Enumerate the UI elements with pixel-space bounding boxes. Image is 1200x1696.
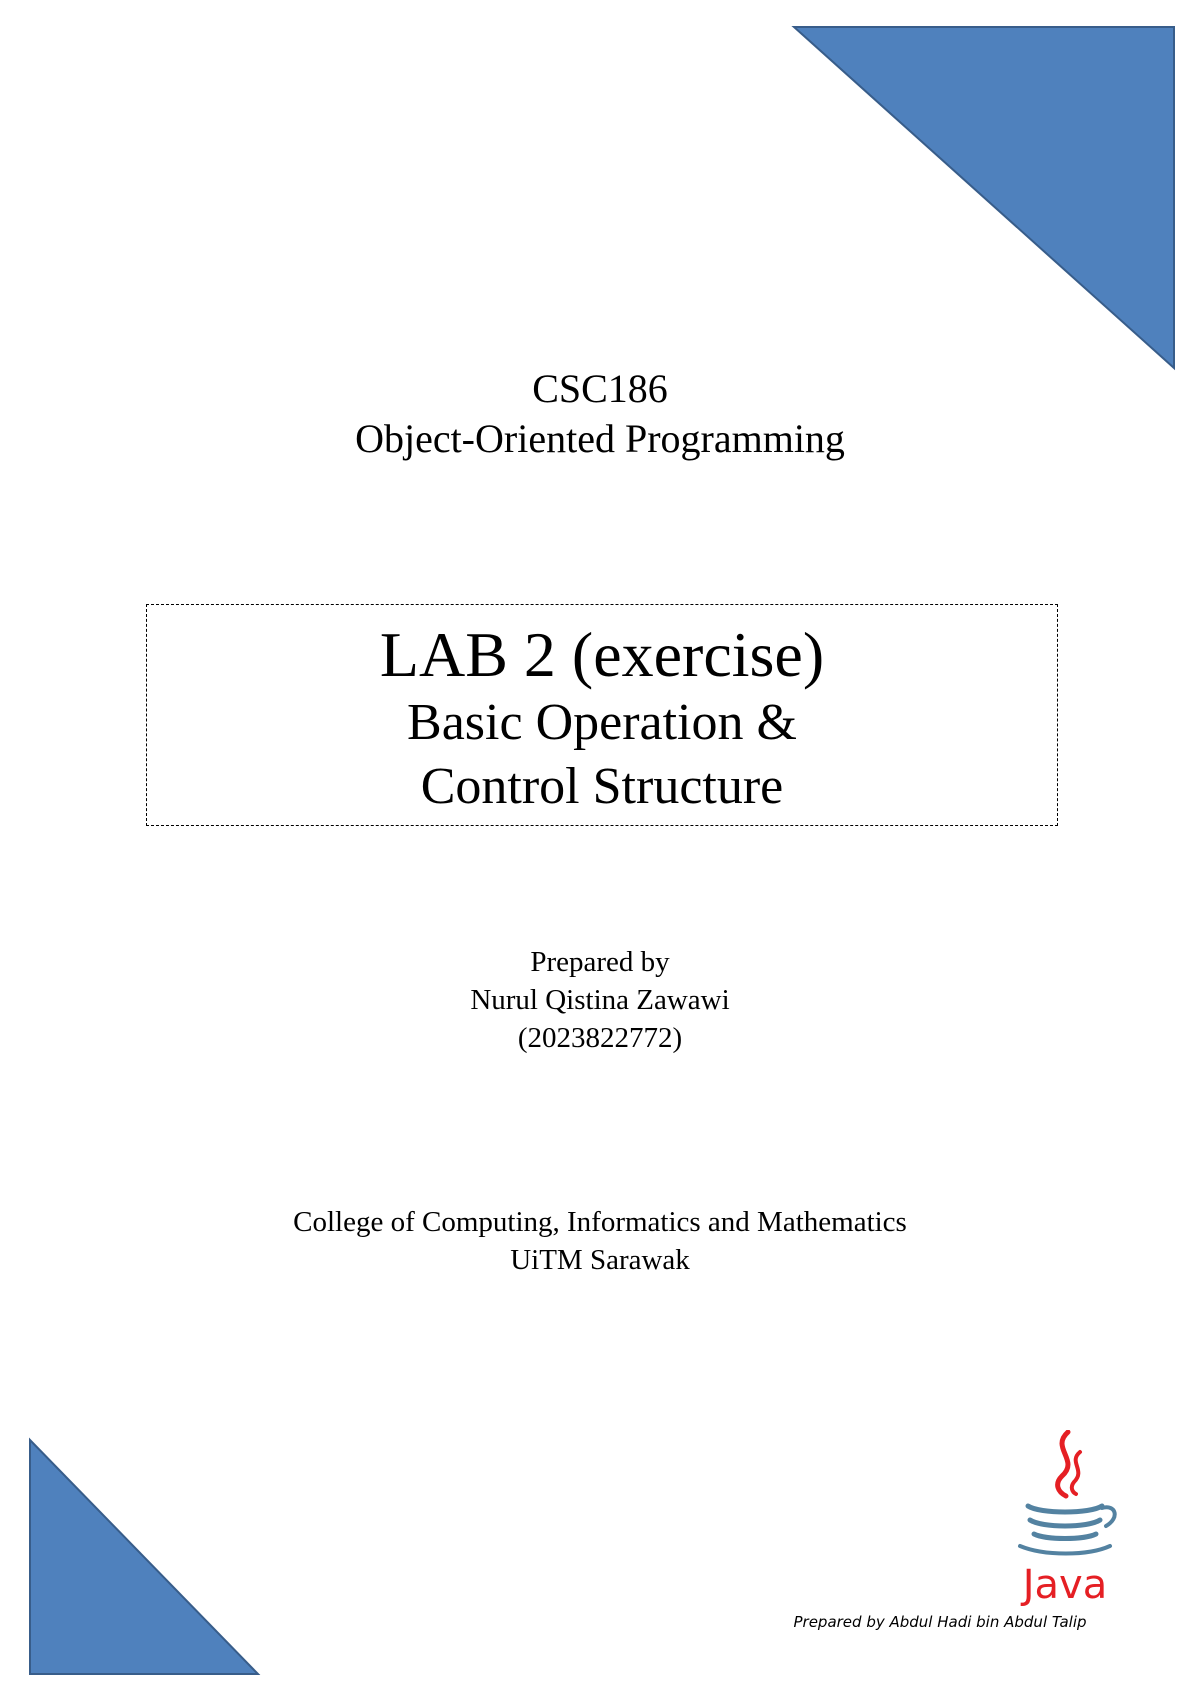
course-name: Object-Oriented Programming: [355, 416, 845, 461]
prepared-by-label: Prepared by: [530, 946, 670, 978]
author-name: Nurul Qistina Zawawi: [470, 984, 730, 1016]
lab-subtitle-line1: Basic Operation &: [407, 694, 797, 751]
campus-name: UiTM Sarawak: [510, 1244, 690, 1276]
course-code: CSC186: [532, 366, 668, 411]
footer-credit: Prepared by Abdul Hadi bin Abdul Talip: [793, 1613, 1087, 1631]
lab-subtitle-line2: Control Structure: [420, 758, 784, 815]
java-logo-icon: [1010, 1430, 1120, 1610]
college-name: College of Computing, Informatics and Mathematics: [293, 1206, 907, 1238]
lab-title-box: [146, 604, 1058, 826]
java-logo-text: Java: [1022, 1562, 1108, 1608]
lab-title: LAB 2 (exercise): [379, 619, 825, 690]
author-id: (2023822772): [517, 1022, 683, 1054]
top-right-triangle: [780, 22, 1180, 374]
bottom-left-triangle: [20, 1436, 270, 1686]
